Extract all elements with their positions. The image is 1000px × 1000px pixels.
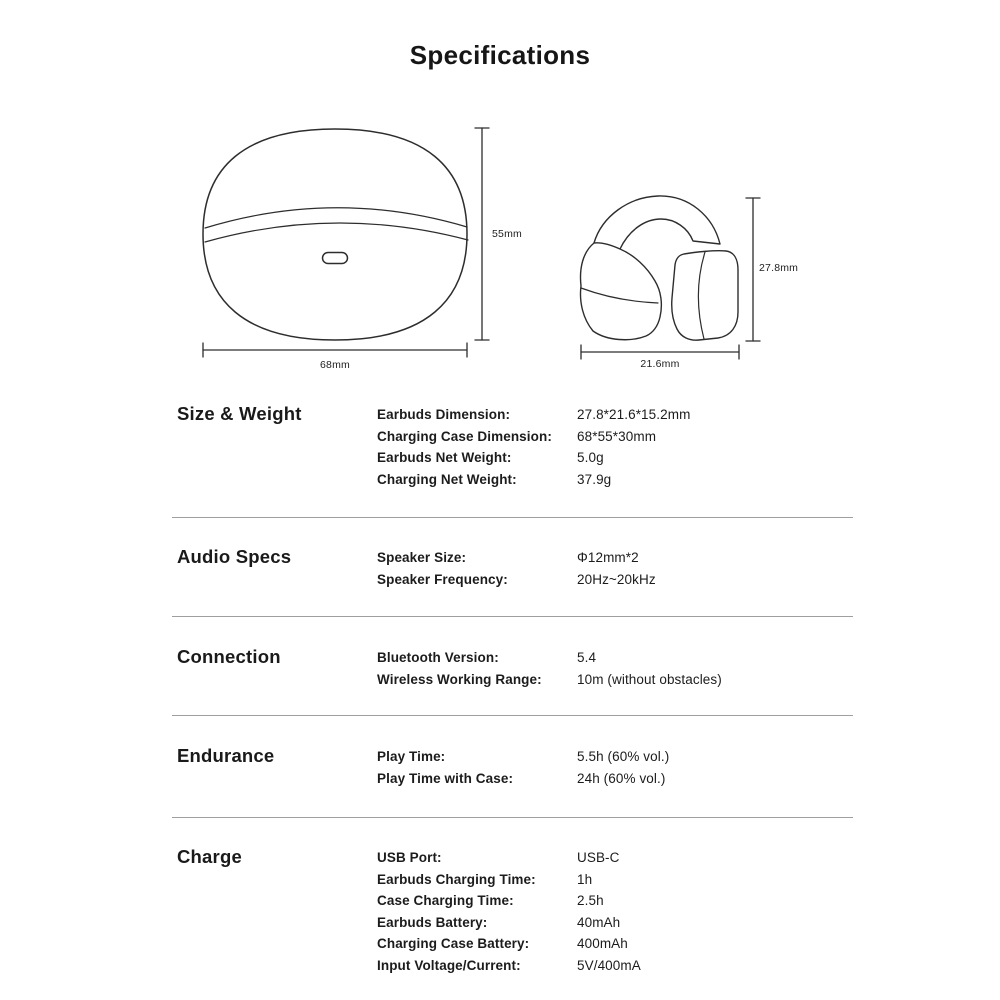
spec-value: USB-C bbox=[577, 850, 620, 865]
spec-row bbox=[377, 912, 853, 934]
spec-label: Charging Case Dimension: bbox=[377, 428, 552, 444]
spec-value: 2.5h bbox=[577, 893, 604, 908]
section-divider bbox=[172, 715, 853, 716]
section-divider bbox=[172, 616, 853, 617]
spec-label: Bluetooth Version: bbox=[377, 650, 499, 665]
section-divider bbox=[172, 817, 853, 818]
spec-row bbox=[377, 426, 853, 448]
spec-value: 5.4 bbox=[577, 650, 597, 665]
page-title: Specifications bbox=[409, 40, 591, 70]
spec-value: 24h (60% vol.) bbox=[577, 770, 666, 786]
spec-label: Input Voltage/Current: bbox=[377, 957, 521, 973]
earbud-drawing bbox=[581, 196, 739, 340]
spec-label: Play Time with Case: bbox=[377, 770, 514, 786]
spec-label: Charging Case Battery: bbox=[377, 936, 530, 951]
spec-value: 10m (without obstacles) bbox=[577, 671, 722, 687]
spec-value: 68*55*30mm bbox=[577, 428, 657, 444]
spec-row bbox=[377, 768, 853, 790]
earbud-height-dimension bbox=[746, 198, 760, 341]
product-diagrams bbox=[180, 115, 820, 380]
section-divider bbox=[172, 517, 853, 518]
spec-value: 5.5h (60% vol.) bbox=[577, 749, 670, 764]
section-title: Audio Specs bbox=[177, 546, 292, 567]
spec-row bbox=[377, 869, 853, 891]
spec-label: Speaker Size: bbox=[377, 550, 467, 565]
spec-label: Wireless Working Range: bbox=[377, 671, 542, 687]
spec-value: 5.0g bbox=[577, 450, 604, 465]
spec-row bbox=[377, 547, 853, 569]
section-title: Size & Weight bbox=[177, 403, 302, 424]
section-title: Charge bbox=[177, 846, 242, 867]
section-size-weight bbox=[177, 404, 853, 490]
spec-label: Play Time: bbox=[377, 749, 446, 764]
section-endurance bbox=[177, 746, 853, 789]
spec-label: Speaker Frequency: bbox=[377, 571, 508, 587]
spec-value: 400mAh bbox=[577, 936, 628, 951]
earbud-width-dimension-label: 21.6mm bbox=[640, 358, 680, 370]
spec-label: Earbuds Charging Time: bbox=[377, 871, 536, 887]
spec-value: 5V/400mA bbox=[577, 957, 641, 973]
spec-value: 20Hz~20kHz bbox=[577, 571, 656, 587]
spec-row bbox=[377, 404, 853, 426]
dimension-lines bbox=[203, 128, 760, 359]
charging-case-drawing bbox=[203, 129, 468, 340]
spec-label: Charging Net Weight: bbox=[377, 471, 517, 487]
spec-row bbox=[377, 890, 853, 912]
spec-row bbox=[377, 955, 853, 977]
section-title: Endurance bbox=[177, 745, 275, 766]
section-charge bbox=[177, 847, 853, 976]
spec-value: 40mAh bbox=[577, 914, 621, 930]
spec-value: Φ12mm*2 bbox=[577, 550, 639, 565]
spec-label: Earbuds Dimension: bbox=[377, 407, 511, 422]
spec-row bbox=[377, 746, 853, 768]
spec-row bbox=[377, 569, 853, 591]
spec-value: 27.8*21.6*15.2mm bbox=[577, 407, 691, 422]
earbud-height-dimension-label: 27.8mm bbox=[759, 262, 799, 274]
spec-row bbox=[377, 847, 853, 869]
spec-row bbox=[377, 647, 853, 669]
spec-value: 1h bbox=[577, 871, 593, 887]
spec-label: Earbuds Battery: bbox=[377, 914, 488, 930]
case-indicator-pill bbox=[323, 253, 348, 264]
section-connection bbox=[177, 647, 853, 690]
case-height-dimension bbox=[475, 128, 489, 340]
spec-label: Case Charging Time: bbox=[377, 893, 514, 908]
case-height-dimension-label: 55mm bbox=[492, 228, 522, 240]
spec-value: 37.9g bbox=[577, 471, 612, 487]
earbud-width-dimension bbox=[581, 345, 739, 359]
spec-row bbox=[377, 447, 853, 469]
case-width-dimension-label: 68mm bbox=[320, 359, 350, 371]
spec-label: USB Port: bbox=[377, 850, 442, 865]
section-title: Connection bbox=[177, 646, 281, 667]
spec-label: Earbuds Net Weight: bbox=[377, 450, 512, 465]
section-audio-specs bbox=[177, 547, 853, 590]
case-width-dimension bbox=[203, 343, 467, 357]
spec-row bbox=[377, 669, 853, 691]
spec-row bbox=[377, 933, 853, 955]
spec-row bbox=[377, 469, 853, 491]
